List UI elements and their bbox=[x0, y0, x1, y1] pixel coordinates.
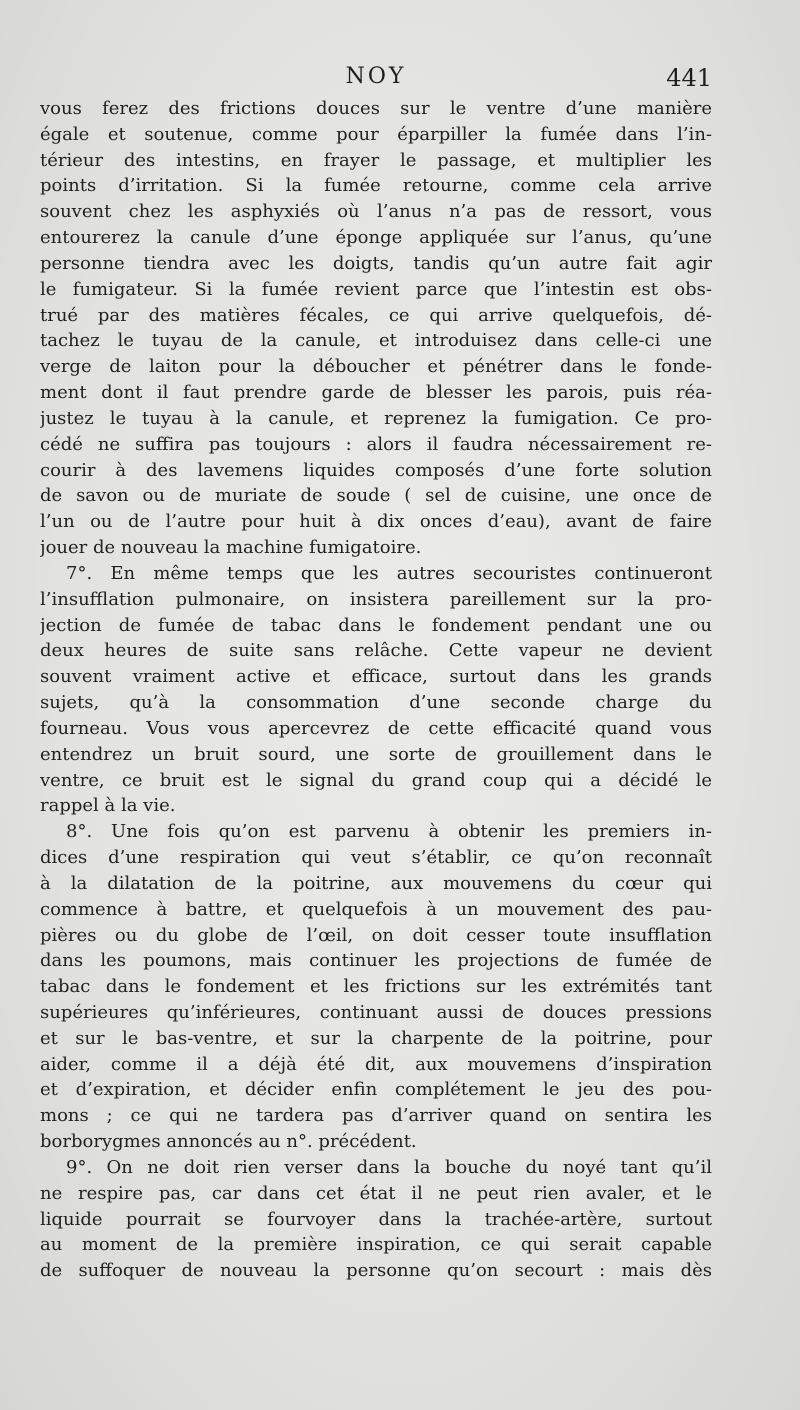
text-line: borborygmes annoncés au n°. précédent. bbox=[40, 1131, 417, 1153]
text-line: liquide pourrait se fourvoyer dans la trachée-artère, surtout bbox=[40, 1208, 712, 1230]
text-line: rappel à la vie. bbox=[40, 795, 176, 817]
text-line: de suffoquer de nouveau la personne qu’on secourt : mais dès bbox=[40, 1260, 712, 1282]
page-number: 441 bbox=[666, 64, 712, 92]
text-line: souvent chez les asphyxiés où l’anus n’a pas de ressort, vous bbox=[40, 201, 712, 223]
running-header bbox=[40, 64, 712, 96]
text-line: cédé ne suffira pas toujours : alors il faudra nécessairement re- bbox=[40, 433, 712, 455]
text-line: personne tiendra avec les doigts, tandis qu’un autre fait agir bbox=[40, 252, 712, 274]
text-line: deux heures de suite sans relâche. Cette vapeur ne devient bbox=[40, 640, 712, 662]
text-line: souvent vraiment active et efficace, surtout dans les grands bbox=[40, 666, 712, 688]
text-line: sujets, qu’à la consommation d’une seconde charge du bbox=[40, 692, 712, 714]
text-line: égale et soutenue, comme pour éparpiller la fumée dans l’in- bbox=[40, 123, 712, 145]
running-title: NOY bbox=[345, 64, 407, 89]
text-line: verge de laiton pour la déboucher et pénétrer dans le fonde- bbox=[40, 356, 712, 378]
text-line: mons ; ce qui ne tardera pas d’arriver quand on sentira les bbox=[40, 1105, 712, 1127]
text-line: le fumigateur. Si la fumée revient parce que l’intestin est obs- bbox=[40, 278, 712, 300]
text-line: fourneau. Vous vous apercevrez de cette efficacité quand vous bbox=[40, 717, 712, 739]
text-line: aider, comme il a déjà été dit, aux mouvemens d’inspiration bbox=[40, 1053, 712, 1075]
text-line: trué par des matières fécales, ce qui arrive quelquefois, dé- bbox=[40, 304, 712, 326]
text-line: entourerez la canule d’une éponge appliquée sur l’anus, qu’une bbox=[40, 227, 712, 249]
text-line: 9°. On ne doit rien verser dans la bouche du noyé tant qu’il bbox=[66, 1156, 712, 1178]
text-line: et d’expiration, et décider enfin complétement le jeu des pou- bbox=[40, 1079, 712, 1101]
text-line: au moment de la première inspiration, ce qui serait capable bbox=[40, 1234, 712, 1256]
text-line: justez le tuyau à la canule, et reprenez la fumigation. Ce pro- bbox=[40, 407, 712, 429]
text-line: ne respire pas, car dans cet état il ne peut rien avaler, et le bbox=[40, 1182, 712, 1204]
text-line: jouer de nouveau la machine fumigatoire. bbox=[40, 537, 422, 559]
text-line: de savon ou de muriate de soude ( sel de cuisine, une once de bbox=[40, 485, 712, 507]
text-line: jection de fumée de tabac dans le fondement pendant une ou bbox=[40, 614, 712, 636]
text-line: à la dilatation de la poitrine, aux mouvemens du cœur qui bbox=[40, 872, 712, 894]
text-line: commence à battre, et quelquefois à un mouvement des pau- bbox=[40, 898, 712, 920]
text-line: supérieures qu’inférieures, continuant aussi de douces pressions bbox=[40, 1001, 712, 1023]
text-line: térieur des intestins, en frayer le passage, et multiplier les bbox=[40, 149, 712, 171]
text-line: 7°. En même temps que les autres secouristes continueront bbox=[66, 562, 712, 584]
text-line: courir à des lavemens liquides composés d’une forte solution bbox=[40, 459, 712, 481]
text-line: points d’irritation. Si la fumée retourne, comme cela arrive bbox=[40, 175, 712, 197]
text-line: et sur le bas-ventre, et sur la charpente de la poitrine, pour bbox=[40, 1027, 712, 1049]
text-line: tabac dans le fondement et les frictions sur les extrémités tant bbox=[40, 976, 712, 998]
text-line: tachez le tuyau de la canule, et introduisez dans celle-ci une bbox=[40, 330, 712, 352]
text-line: l’un ou de l’autre pour huit à dix onces d’eau), avant de faire bbox=[40, 511, 712, 533]
text-line: dices d’une respiration qui veut s’établir, ce qu’on reconnaît bbox=[40, 847, 712, 869]
body-text bbox=[40, 96, 712, 1284]
text-line: l’insufflation pulmonaire, on insistera pareillement sur la pro- bbox=[40, 588, 712, 610]
text-line: vous ferez des frictions douces sur le ventre d’une manière bbox=[40, 98, 712, 119]
text-line: ment dont il faut prendre garde de blesser les parois, puis réa- bbox=[40, 382, 712, 404]
text-line: 8°. Une fois qu’on est parvenu à obtenir les premiers in- bbox=[66, 821, 712, 843]
text-line: ventre, ce bruit est le signal du grand coup qui a décidé le bbox=[40, 769, 712, 791]
text-line: dans les poumons, mais continuer les projections de fumée de bbox=[40, 950, 712, 972]
text-line: entendrez un bruit sourd, une sorte de grouillement dans le bbox=[40, 743, 712, 765]
text-line: pières ou du globe de l’œil, on doit cesser toute insufflation bbox=[40, 924, 712, 946]
